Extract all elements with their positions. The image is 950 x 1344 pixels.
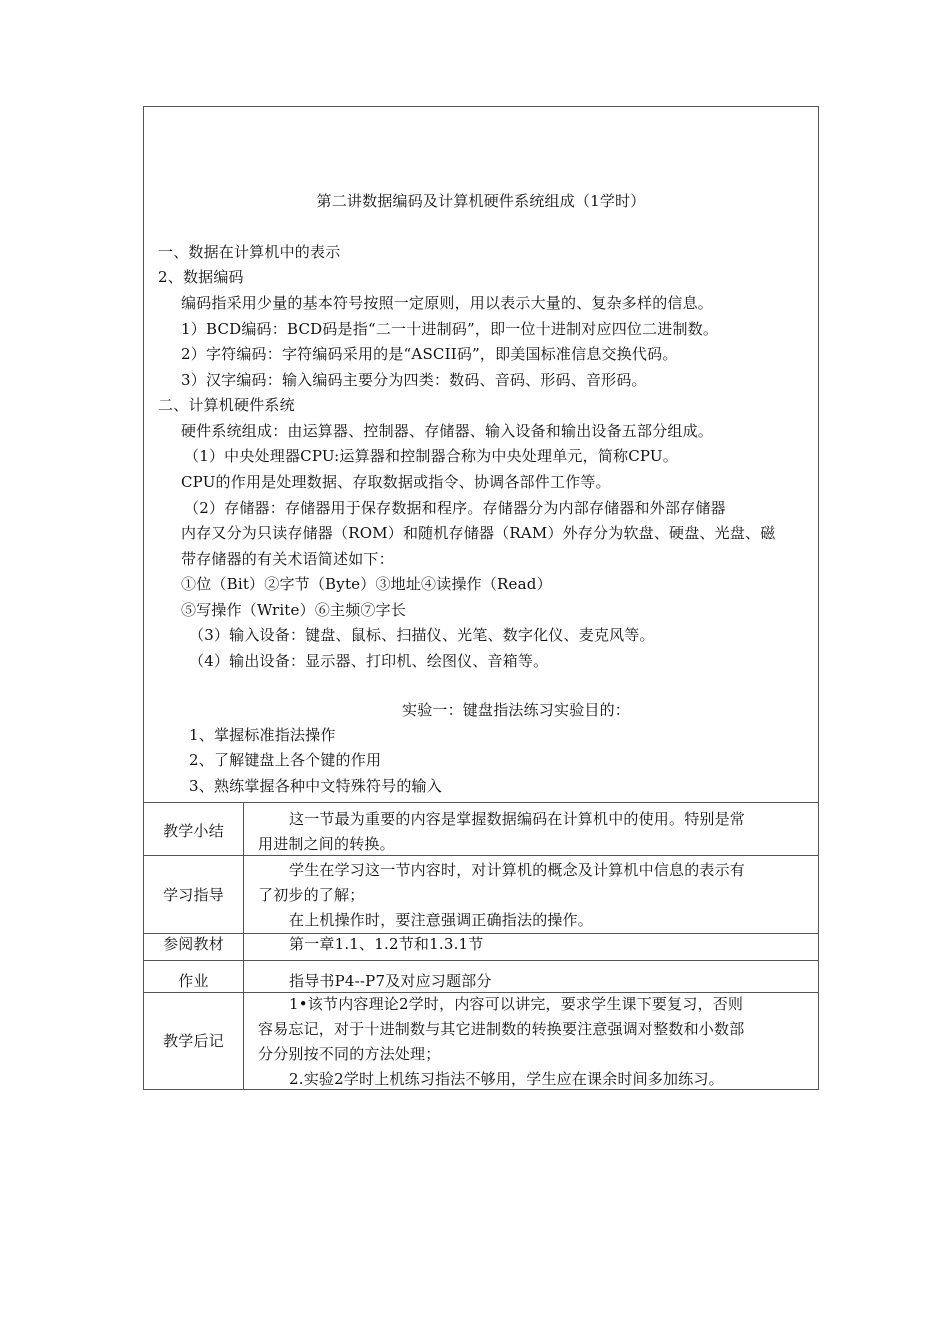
row-text-summary: 这一节最为重要的内容是掌握数据编码在计算机中的使用。特别是常 <box>289 810 746 828</box>
row-text-guidance: 了初步的了解； <box>258 886 365 904</box>
row-text-guidance: 学生在学习这一节内容时，对计算机的概念及计算机中信息的表示有 <box>289 861 746 879</box>
content-line: （2）存储器：存储器用于保存数据和程序。存储器分为内部存储器和外部存储器 <box>184 499 726 517</box>
row-label-homework: 作业 <box>178 972 209 990</box>
row-divider <box>144 960 818 961</box>
content-line: 带存储器的有关术语简述如下： <box>181 550 394 568</box>
row-divider <box>144 855 818 856</box>
content-line: CPU的作用是处理数据、存取数据或指令、协调各部件工作等。 <box>181 473 611 491</box>
content-line: 2、了解键盘上各个键的作用 <box>189 751 382 769</box>
content-line: 2、数据编码 <box>158 268 244 286</box>
content-line: 1、掌握标准指法操作 <box>189 726 336 744</box>
content-line: （1）中央处理器CPU:运算器和控制器合称为中央处理单元，简称CPU。 <box>184 447 678 465</box>
content-line: 二、计算机硬件系统 <box>158 396 295 414</box>
column-divider <box>243 802 244 1090</box>
row-label-summary: 教学小结 <box>163 822 224 840</box>
content-line: （4）输出设备：显示器、打印机、绘图仪、音箱等。 <box>189 652 549 670</box>
content-line: 内存又分为只读存储器（ROM）和随机存储器（RAM）外存分为软盘、硬盘、光盘、磁 <box>181 524 776 542</box>
content-line: ⑤写操作（Write）⑥主频⑦字长 <box>181 601 407 619</box>
content-line: ①位（Bit）②字节（Byte）③地址④读操作（Read） <box>181 575 552 593</box>
experiment-heading: 实验一：键盘指法练习实验目的： <box>402 701 631 719</box>
row-label-guidance: 学习指导 <box>163 886 224 904</box>
row-text-postscript: 分分别按不同的方法处理； <box>258 1045 441 1063</box>
content-line: 3）汉字编码：输入编码主要分为四类：数码、音码、形码、音形码。 <box>181 371 647 389</box>
content-line: 2）字符编码：字符编码采用的是“ASCII码”，即美国标准信息交换代码。 <box>181 345 678 363</box>
content-line: 编码指采用少量的基本符号按照一定原则，用以表示大量的、复杂多样的信息。 <box>181 294 714 312</box>
row-text-postscript: 容易忘记，对于十进制数与其它进制数的转换要注意强调对整数和小数部 <box>258 1020 745 1038</box>
content-line: 一、数据在计算机中的表示 <box>158 243 341 261</box>
row-text-guidance: 在上机操作时，要注意强调正确指法的操作。 <box>289 911 594 929</box>
row-text-summary: 用进制之间的转换。 <box>258 835 395 853</box>
content-line: 硬件系统组成：由运算器、控制器、存储器、输入设备和输出设备五部分组成。 <box>181 422 714 440</box>
lesson-plan-table <box>143 106 819 1090</box>
lecture-title: 第二讲数据编码及计算机硬件系统组成（1学时） <box>316 192 646 210</box>
row-label-postscript: 教学后记 <box>163 1032 224 1050</box>
row-divider <box>144 802 818 803</box>
row-text-postscript: 1•该节内容理论2学时，内容可以讲完，要求学生课下要复习，否则 <box>289 995 744 1013</box>
row-label-textbook: 参阅教材 <box>163 935 224 953</box>
row-divider <box>144 992 818 993</box>
row-text-homework: 指导书P4--P7及对应习题部分 <box>289 972 492 990</box>
content-line: 1）BCD编码：BCD码是指“二一十进制码”，即一位十进制对应四位二进制数。 <box>181 320 719 338</box>
row-text-textbook: 第一章1.1、1.2节和1.3.1节 <box>289 935 484 953</box>
row-text-postscript: 2.实验2学时上机练习指法不够用，学生应在课余时间多加练习。 <box>289 1070 724 1088</box>
content-line: （3）输入设备：键盘、鼠标、扫描仪、光笔、数字化仪、麦克风等。 <box>189 626 655 644</box>
content-line: 3、熟练掌握各种中文特殊符号的输入 <box>189 777 442 795</box>
